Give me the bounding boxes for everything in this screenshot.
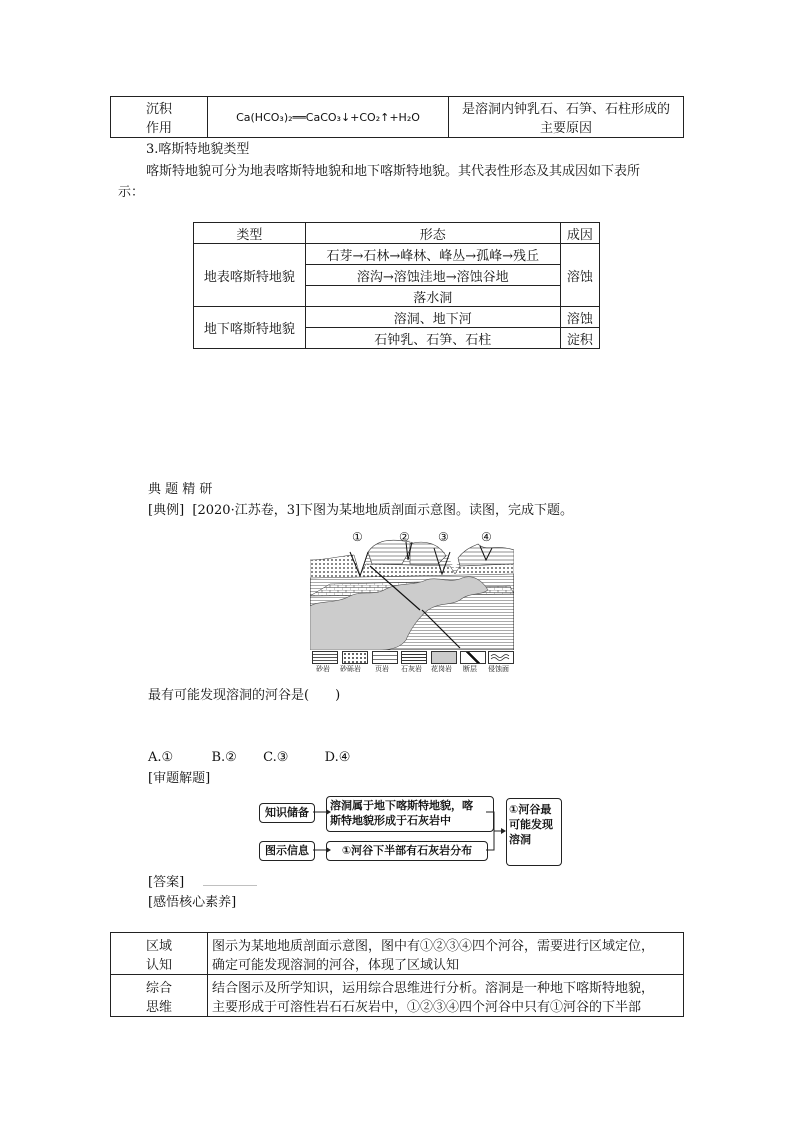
legend-swatch-granite xyxy=(431,651,457,664)
underground-form: 溶洞、地下河 xyxy=(305,307,560,328)
legend-swatch-erosion xyxy=(488,651,514,664)
valley-marker-3: ③ xyxy=(438,530,449,544)
literacy-text: 结合图示及所学知识，运用综合思维进行分析。溶洞是一种地下喀斯特地貌， 主要形成于可溶性岩石石灰岩中，①②③④四个河谷中只有①河谷的下半部 xyxy=(208,975,684,1017)
legend-label: 砂砾岩 xyxy=(340,665,361,673)
surface-cause: 溶蚀 xyxy=(560,244,599,307)
question-text: 最有可能发现溶洞的河谷是( ) xyxy=(148,688,341,703)
deposition-formula: Ca(HCO₃)₂══CaCO₃↓+CO₂↑+H₂O xyxy=(208,97,449,138)
underground-karst-type: 地下喀斯特地貌 xyxy=(194,307,306,349)
deposition-description: 是溶洞内钟乳石、石笋、石柱形成的 主要原因 xyxy=(449,97,684,138)
knowledge-content-box: 溶洞属于地下喀斯特地貌，喀 斯特地貌形成于石灰岩中 xyxy=(326,796,494,832)
deposition-table xyxy=(110,96,684,138)
analysis-title: [审题解题] xyxy=(148,771,211,786)
legend-label: 断层 xyxy=(463,665,477,673)
conclusion-box: ①河谷最 可能发现 溶洞 xyxy=(506,798,562,866)
legend-label: 石灰岩 xyxy=(401,665,422,673)
legend-label: 页岩 xyxy=(375,665,389,673)
option-c[interactable]: C.③ xyxy=(263,750,289,765)
valley-marker-4: ④ xyxy=(481,530,492,544)
karst-type-table xyxy=(193,222,600,349)
knowledge-box: 知识储备 xyxy=(259,803,315,823)
answer-blank: ____________ xyxy=(203,876,257,886)
legend-swatch-limestone xyxy=(401,651,427,664)
underground-cause: 淀积 xyxy=(560,328,599,349)
header-type: 类型 xyxy=(194,223,306,244)
surface-form: 落水洞 xyxy=(305,286,560,307)
legend-swatch-shale xyxy=(372,651,398,664)
legend-label: 砂岩 xyxy=(316,665,330,673)
underground-form: 石钟乳、石笋、石柱 xyxy=(305,328,560,349)
deposition-label: 沉积 作用 xyxy=(111,97,208,138)
example-prompt: [典例] [2020·江苏卷，3]下图为某地地质剖面示意图。读图，完成下题。 xyxy=(148,503,574,518)
flow-arrows xyxy=(313,795,513,865)
underground-cause: 溶蚀 xyxy=(560,307,599,328)
literacy-text: 图示为某地地质剖面示意图，图中有①②③④四个河谷，需要进行区域定位， 确定可能发现溶洞的河谷，体现了区域认知 xyxy=(208,933,684,975)
figure-info-content-box: ①河谷下半部有石灰岩分布 xyxy=(326,841,488,861)
figure-info-box: 图示信息 xyxy=(259,841,315,861)
example-section-title: 典 题 精 研 xyxy=(148,482,213,497)
legend-swatch-conglomerate xyxy=(342,651,368,664)
section-paragraph-line1: 喀斯特地貌可分为地表喀斯特地貌和地下喀斯特地貌。其代表性形态及其成因如下表所 xyxy=(146,164,641,179)
surface-form: 石芽→石林→峰林、峰丛→孤峰→残丘 xyxy=(305,244,560,265)
literacy-label: 综合 思维 xyxy=(111,975,208,1017)
legend-label: 侵蚀面 xyxy=(488,665,509,673)
answer-options xyxy=(148,748,428,768)
literacy-label: 区域 认知 xyxy=(111,933,208,975)
header-cause: 成因 xyxy=(560,223,599,244)
header-form: 形态 xyxy=(305,223,560,244)
section-heading: 3.喀斯特地貌类型 xyxy=(146,142,250,157)
surface-karst-type: 地表喀斯特地貌 xyxy=(194,244,306,307)
legend-label: 花岗岩 xyxy=(431,665,452,673)
surface-form: 溶沟→溶蚀洼地→溶蚀谷地 xyxy=(305,265,560,286)
geologic-section-figure xyxy=(310,530,514,650)
literacy-title: [感悟核心素养] xyxy=(148,895,237,910)
wave-icon xyxy=(489,652,513,663)
literacy-table xyxy=(110,932,684,1017)
valley-marker-2: ② xyxy=(399,530,410,544)
section-paragraph-line2: 示： xyxy=(118,185,145,200)
answer-label: [答案] xyxy=(148,875,185,890)
valley-marker-1: ① xyxy=(352,530,363,544)
legend-swatch-fault xyxy=(460,651,486,664)
option-a[interactable]: A.① xyxy=(148,750,174,765)
option-b[interactable]: B.② xyxy=(211,750,237,765)
legend-swatch-sandstone xyxy=(312,651,338,664)
option-d[interactable]: D.④ xyxy=(324,750,351,765)
